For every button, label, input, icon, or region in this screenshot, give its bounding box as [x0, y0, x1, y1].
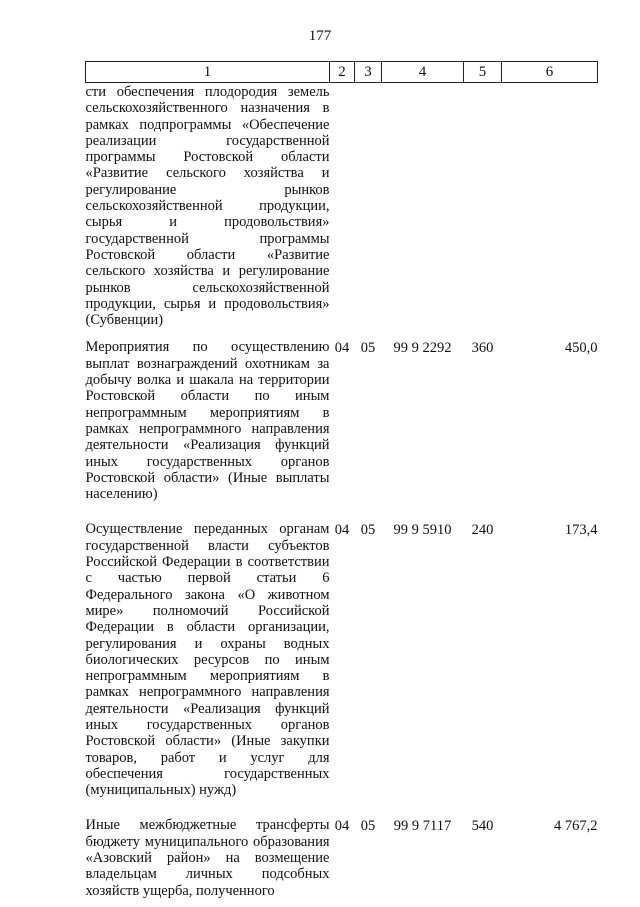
row-description: Иные межбюджетные трансферты бюджету муниципального образования «Азовский район» на возмещение владельцам личных подсобных хозяйств ущерба, полученного	[85, 817, 330, 899]
row-section: 04	[334, 522, 350, 539]
column-header-3: 3	[355, 62, 382, 83]
row-subsection: 05	[360, 818, 376, 835]
row-description: Осуществление переданных органам государственной власти субъектов Российской Федерации в соответствии с частью первой статьи 6 Федерального закона «О животном мире» полномочий Российской Федерации в области организации, регулирования и охраны водных биологических ресурсов по иным непрограммным мероприятиям в рамках непрограммного направления деятельности «Реализация функций иных государственных органов Ростовской области» (Иные закупки товаров, работ и услуг для обеспечения государственных (муниципальных) нужд)	[85, 521, 330, 799]
row-amount: 450,0	[564, 340, 598, 357]
row-subsection: 05	[360, 340, 376, 357]
column-header-2: 2	[330, 62, 355, 83]
row-section: 04	[334, 340, 350, 357]
row-amount: 4 767,2	[554, 818, 598, 835]
row-subsection	[355, 83, 382, 329]
table-row-continued	[86, 83, 598, 329]
column-header-5: 5	[464, 62, 502, 83]
row-description: сти обеспечения плодородия земель сельскохозяйственного назначения в рамках подпрограммы «Обеспечение реализации государственной программы Ростовской области «Развитие сельского хозяйства и регулирование рынков сельскохозяйственной продукции, сырья и продовольствия» государственной программы Ростовской области «Развитие сельского хозяйства и регулирование рынков сельскохозяйственной продукции, сырья и продовольствия» (Субвенции)	[85, 84, 330, 329]
row-section	[330, 83, 355, 329]
row-section: 04	[334, 818, 350, 835]
row-expense-type	[464, 83, 502, 329]
row-target-article: 99 9 2292	[393, 340, 452, 357]
row-amount	[502, 83, 598, 329]
row-description: Мероприятия по осуществлению выплат вознаграждений охотникам за добычу волка и шакала на территории Ростовской области по иным непрограммным мероприятиям в рамках непрограммного направления деятельности «Реализация функций иных государственных органов Ростовской области» (Иные выплаты населению)	[85, 339, 330, 503]
table-row	[86, 328, 598, 510]
row-amount: 173,4	[564, 522, 598, 539]
table-row	[86, 510, 598, 806]
row-expense-type: 540	[471, 818, 494, 835]
row-subsection: 05	[360, 522, 376, 539]
column-header-1: 1	[86, 62, 330, 83]
row-target-article: 99 9 5910	[393, 522, 452, 539]
budget-table	[85, 61, 598, 907]
row-expense-type: 240	[471, 522, 494, 539]
table-row	[86, 806, 598, 906]
column-header-6: 6	[502, 62, 598, 83]
column-header-4: 4	[382, 62, 464, 83]
page-number: 177	[308, 28, 332, 44]
row-target-article	[382, 83, 464, 329]
row-target-article: 99 9 7117	[393, 818, 452, 835]
table-header-row	[86, 62, 598, 83]
row-expense-type: 360	[471, 340, 494, 357]
